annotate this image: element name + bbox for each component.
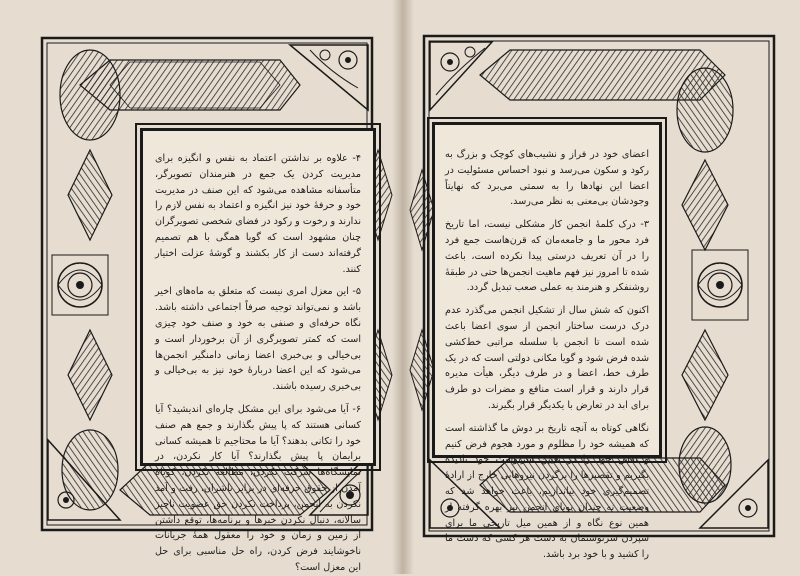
left-paragraph-5: ۵- این معزل امری نیست که متعلق به ماه‌های اخیر باشد و نمی‌تواند توجیه صرفاً اجتماعی داشته باشد. نگاه حرفه‌ای و صنفی به خود و صنف خود چیزی است که کمتر تصویرگری از آن برخوردار است و بی‌خیالی و بی‌خبری اعضا زمانی دامنگیر انجمن‌ها می‌شود که این اعضا دربارهٔ خود نیز به بی‌خیالی و بی‌خبری رسیده باشند. [155,286,361,393]
right-paragraph-now: اکنون که شش سال از تشکیل انجمن می‌گذرد عدم درک درست ساختار انجمن از سوی اعضا باعث شده است تا انجمن با سلسله مراتبی خط‌کشی شده فرض شود و گویا مکانی دولتی است که در یک طرف خط، اعضا و در طرف دیگر، هیأت مدیره قرار دارند و قرار است منافع و مضرات دو طرف برای ابد در تعارض با یکدیگر قرار بگیرند. [445,305,649,411]
right-paragraph-look: نگاهی کوتاه به آنچه تاریخ بر دوش ما گذاشته است که همیشه خود را مظلوم و مورد هجوم فرض کنیم و نقش خود را در تعیین سرنوشت خود نادیده بگیریم و تقصیرها را برگردن نیروهایی خارج از ارادهٔ تصمیم‌گیری خود بیاندازیم، باعث خواهد شد که وضعیت نه چندان پویای انجمن نیز بهره گرفته از همین نوع نگاه و از همین میل تاریخی ما برای سپردن سرنوشتمان به دست هر کسی که دست ما را کشید و با خود برد باشد. [445,422,649,561]
book-gutter [392,0,414,574]
left-paragraph-4: ۴- علاوه بر نداشتن اعتماد به نفس و انگیزه برای مدیریت کردن یک جمع در هنرمندان تصویرگر، متأسفانه مشاهده می‌شود که این صنف در مدیریت خود و حرفهٔ خود نیز انگیزه و اعتماد به نفس لازم را ندارند و رخوت و رکود در فضای شخصی تصویرگران چنان مشهود است که گویا همگی با هم تصمیم گرفته‌اند دست از کار بکشند و گوشهٔ عزلت اختیار کنند. [155,153,361,275]
left-page-text-box [140,128,376,573]
left-paragraph-6: ۶- آیا می‌شود برای این مشکل چاره‌ای اندیشید؟ آیا کسانی هستند که پا پیش بگذارند و جمع هم صنف خود را تکانی بدهند؟ آیا ما محتاجیم تا همیشه کسانی برایمان پا پیش بگذارند؟ آیا کار نکردن، در نمایشگاه‌ها شرکت نکردن، مطالعه نکردن، کوتاه آمدن از حقوق حرفه‌ای در برابر ناشران، رفت و آمد نکردن به انجمن، پرداخت نکردن حق عضویت ناچیز سالانه، دنبال نکردن خبرها و برنامه‌ها، توقع داشتن از زمین و زمان و خود را معقول همهٔ جریانات ناخوشایند فرض کردن، راه حل مناسبی برای حل این معزل است؟ [155,403,361,573]
right-paragraph-intro: اعضای خود در فراز و نشیب‌های کوچک و بزرگ به رکود و سکون می‌رسد و نبود احساس مسئولیت در اعضا این نهادها را به سمتی می‌برد که نهایتاً وجودشان بی‌معنی به نظر می‌رسد. [445,149,649,208]
right-paragraph-3: ۳- درک کلمهٔ انجمن کار مشکلی نیست، اما تاریخ فرد محور ما و جامعه‌مان که قرن‌هاست جمع فرد را در آن تعریف درستی پیدا نکرده است، باعث شده تا امروز نیز فهم ماهیت انجمن‌ها حتی در طبقهٔ روشنفکر و هنرمند به عملی صعب تبدیل گردد. [445,219,649,294]
right-page-text-box [432,122,662,561]
